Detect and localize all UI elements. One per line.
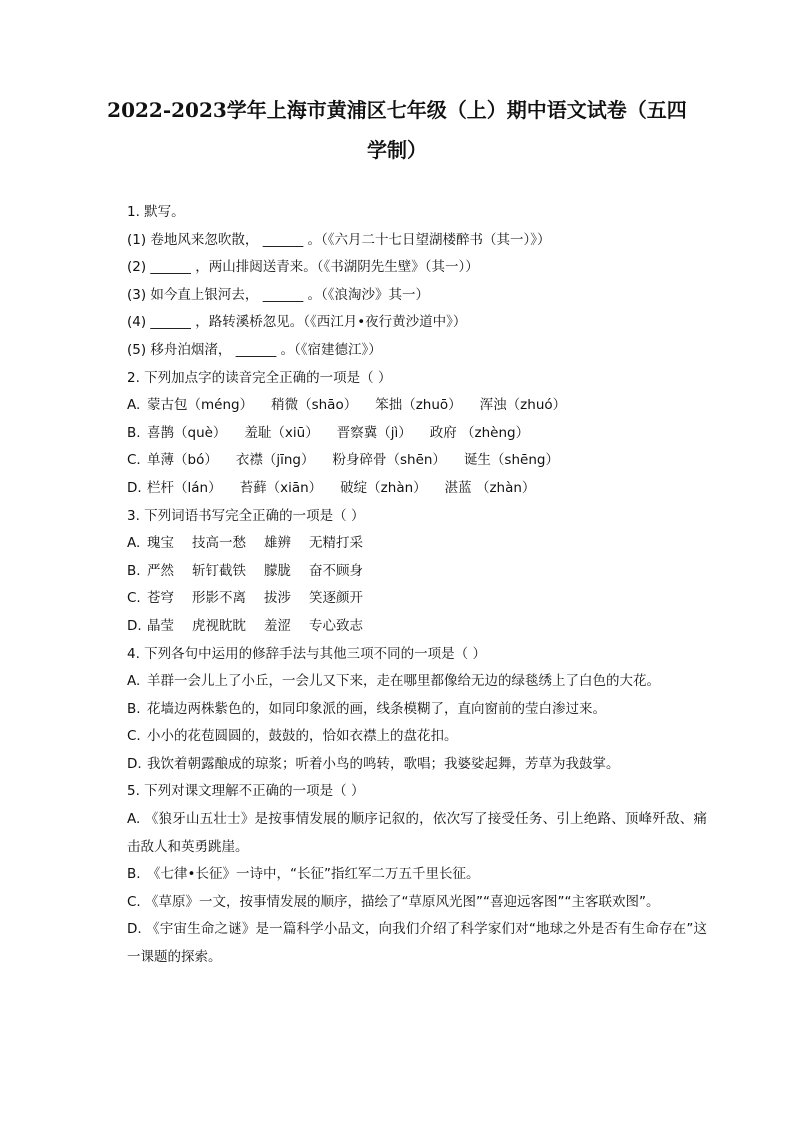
option-letter: B. [127,562,141,579]
question-4-option-d [127,751,707,779]
option-text: 小小的花苞圆圆的，鼓鼓的，恰如衣襟上的盘花扣。 [147,728,458,745]
question-2-option-d [127,475,707,503]
exam-title [80,90,714,170]
option-item: 斩钉截铁 [192,562,246,579]
question-5-option-b [127,861,707,889]
option-item: 笑逐颜开 [309,590,363,607]
question-1-line-2: (2) ______ ，两山排闼送青来。（《书湖阴先生壁》（其一）） [127,259,479,276]
option-letter: A. [127,811,141,828]
question-2-option-a [127,392,707,420]
option-letter: C. [127,590,141,607]
question-3-option-d [127,613,707,641]
question-1-line-4: (4) ______ ，路转溪桥忽见。（《西江月•夜行黄沙道中》） [127,314,467,331]
question-3-stem: 3. 下列词语书写完全正确的一项是（ ） [127,507,365,524]
option-text: 《七律•长征》一诗中，“长征”指红军二万五千里长征。 [147,866,480,883]
question-2-stem: 2. 下列加点字的读音完全正确的一项是（ ） [127,369,392,386]
option-item: 笨拙（zhuō） [375,397,462,414]
option-item: 单薄（bó） [147,452,218,469]
option-item: 破绽（zhàn） [340,479,427,496]
question-4-option-c [127,723,707,751]
question-5-option-c [127,889,707,917]
option-letter: B. [127,424,141,441]
option-text: 羊群一会儿上了小丘，一会儿又下来，走在哪里都像给无边的绿毯绣上了白色的大花。 [147,673,660,690]
exam-title-line-2: 学制） [367,138,427,162]
option-letter: D. [127,755,142,772]
option-letter: C. [127,452,141,469]
option-item: 瑰宝 [147,535,174,552]
option-item: 晋察冀（jì） [336,424,412,441]
option-item: 形影不离 [192,590,246,607]
exam-title-line-1: 2022-2023学年上海市黄浦区七年级（上）期中语文试卷（五四 [107,98,687,122]
option-item: 苔藓（xiān） [239,479,323,496]
option-letter: D. [127,921,142,938]
option-item: 羞耻（xiū） [244,424,319,441]
option-letter: C. [127,728,141,745]
option-item: 朦胧 [264,562,291,579]
option-letter: A. [127,673,141,690]
option-item: 稍微（shāo） [271,397,358,414]
question-1-line-3: (3) 如今直上银河去， ______ 。（《浪淘沙》其一） [127,286,429,303]
question-2-option-c [127,447,707,475]
option-letter: D. [127,617,142,634]
option-item: 粉身碎骨（shēn） [332,452,446,469]
question-5-option-d [127,916,707,971]
option-text: 《宇宙生命之谜》是一篇科学小品文，向我们介绍了科学家们对“地球之外是否有生命存在”这一课题的探索。 [127,921,707,966]
question-5-option-a [127,806,707,861]
option-item: 无精打采 [309,535,363,552]
option-text: 《狼牙山五壮士》是按事情发展的顺序记叙的，依次写了接受任务、引上绝路、顶峰歼敌、痛击敌人和英勇跳崖。 [127,811,708,855]
option-item: 政府 （zhèng） [429,424,530,441]
question-1-line-1: (1) 卷地风来忽吹散， ______ 。（《六月二十七日望湖楼醉书（其一）》） [127,231,551,248]
question-2-option-b [127,420,707,448]
option-letter: B. [127,866,141,883]
option-item: 湛蓝 （zhàn） [444,479,536,496]
option-letter: B. [127,700,141,717]
question-4-stem: 4. 下列各句中运用的修辞手法与其他三项不同的一项是（ ） [127,645,486,662]
option-item: 栏杆（lán） [147,479,222,496]
question-1-line-5: (5) 移舟泊烟渚， ______ 。（《宿建德江》） [127,341,382,358]
option-item: 严然 [147,562,174,579]
option-item: 专心致志 [309,617,363,634]
option-item: 技高一愁 [192,535,246,552]
option-letter: A. [127,397,141,414]
question-1-stem: 1. 默写。 [127,204,185,220]
question-5-stem: 5. 下列对课文理解不正确的一项是（ ） [127,783,365,800]
question-3-option-c [127,585,707,613]
option-item: 浑浊（zhuó） [479,397,567,414]
option-letter: A. [127,535,141,552]
option-item: 拔涉 [264,590,291,607]
option-text: 我饮着朝露酿成的琼浆；听着小鸟的鸣转，歌唱；我婆娑起舞，芳草为我鼓掌。 [147,755,620,772]
option-text: 花墙边两株紫色的，如同印象派的画，线条模糊了，直向窗前的莹白渗过来。 [147,700,606,717]
option-item: 苍穹 [147,590,174,607]
option-item: 衣襟（jīng） [235,452,315,469]
option-item: 晶莹 [147,617,174,634]
exam-body [127,199,707,972]
question-4-option-a [127,668,707,696]
option-letter: D. [127,479,142,496]
option-item: 蒙古包（méng） [147,397,254,414]
option-item: 羞涩 [264,617,291,634]
option-item: 诞生（shēng） [463,452,559,469]
option-item: 奋不顾身 [309,562,363,579]
question-3-option-a [127,530,707,558]
option-letter: C. [127,893,141,910]
option-text: 《草原》一文，按事情发展的顺序，描绘了“草原风光图”“喜迎远客图”“主客联欢图”。 [145,893,660,910]
option-item: 喜鹊（què） [147,424,227,441]
question-4-option-b [127,696,707,724]
option-item: 雄辨 [264,535,291,552]
option-item: 虎视眈眈 [192,617,246,634]
question-3-option-b [127,558,707,586]
